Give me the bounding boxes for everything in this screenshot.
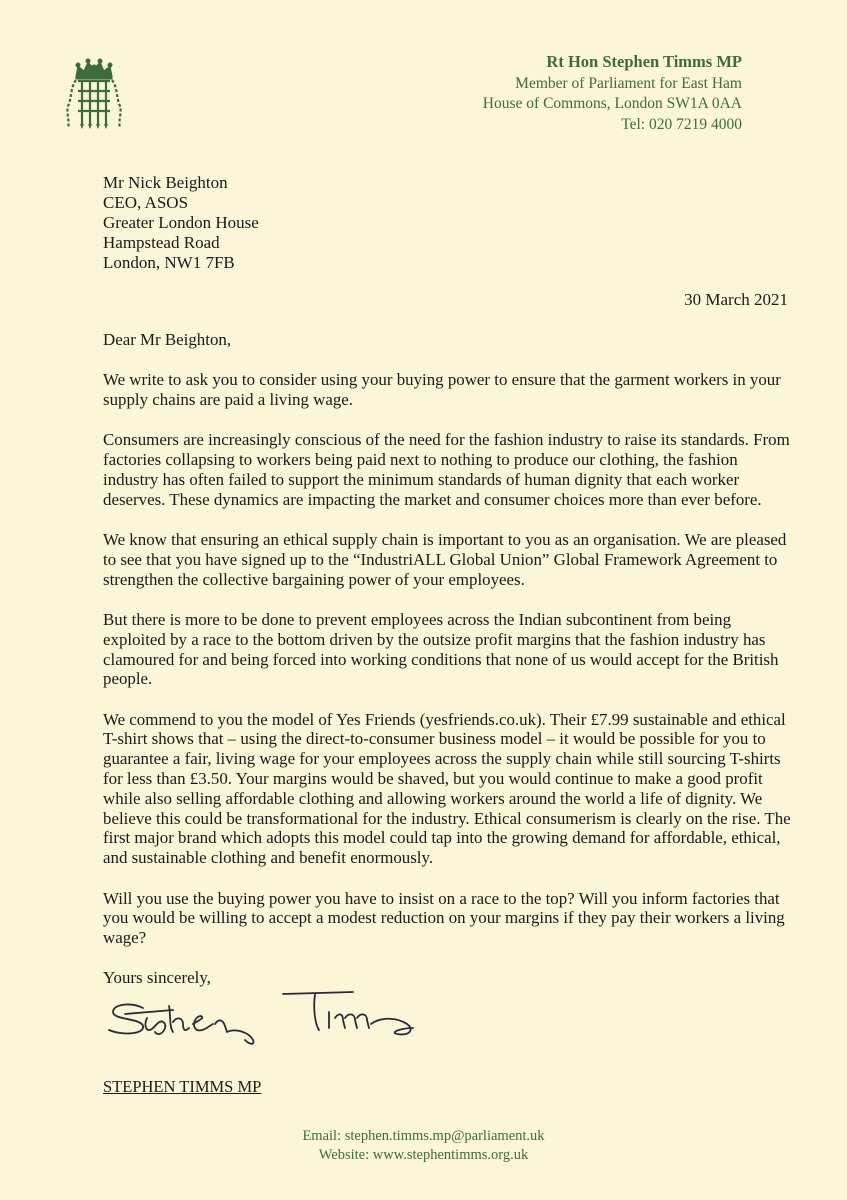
mp-role: Member of Parliament for East Ham xyxy=(515,74,742,92)
mp-name: Rt Hon Stephen Timms MP xyxy=(546,52,742,71)
recipient-address xyxy=(103,173,259,273)
recipient-line: Mr Nick Beighton xyxy=(103,173,228,192)
body-paragraph: Will you use the buying power you have to insist on a race to the top? Will you inform factories that you would be willing to accept a modest reduction on your margins if they pay their workers a living wage? xyxy=(103,888,785,948)
mp-address: House of Commons, London SW1A 0AA xyxy=(482,95,742,112)
recipient-line: Greater London House xyxy=(103,213,259,232)
letter-date: 30 March 2021 xyxy=(684,290,788,309)
signatory-name: STEPHEN TIMMS MP xyxy=(103,1077,262,1096)
body-paragraph: Consumers are increasingly conscious of the need for the fashion industry to raise its standards. From factories collapsing to workers being paid next to nothing to produce our clothing, the fashion industry has often failed to support the minimum standards of human dignity that each worker deserves. These dynamics are impacting the market and consumer choices more than ever before. xyxy=(103,430,790,509)
handwritten-signature xyxy=(103,988,443,1060)
closing: Yours sincerely, xyxy=(103,968,211,988)
portcullis-emblem-icon xyxy=(62,58,126,130)
recipient-line: Hampstead Road xyxy=(103,233,220,252)
recipient-line: London, NW1 7FB xyxy=(103,253,235,272)
body-paragraph: We write to ask you to consider using your buying power to ensure that the garment workers in your supply chains are paid a living wage. xyxy=(103,370,781,410)
body-paragraph: We commend to you the model of Yes Friends (yesfriends.co.uk). Their £7.99 sustainable and ethical T-shirt shows that – using the direct-to-consumer business model – it would be possible for you to guarantee a fair, living wage for your employees across the supply chain while still sourcing T-shirts for less than £3.50. Your margins would be shaved, but you would continue to make a good profit while also selling affordable clothing and allowing workers around the world a life of dignity. We believe this could be transformational for the industry. Ethical consumerism is clearly on the rise. The first major brand which adopts this model could tap into the growing demand for affordable, ethical, and sustainable clothing and benefit enormously. xyxy=(103,709,791,868)
recipient-line: CEO, ASOS xyxy=(103,193,189,212)
letter-body xyxy=(103,330,793,1009)
footer-email: Email: stephen.timms.mp@parliament.uk xyxy=(302,1128,545,1144)
footer-contact xyxy=(0,1127,847,1165)
body-paragraph: But there is more to be done to prevent employees across the Indian subcontinent from being exploited by a race to the bottom driven by the outsize profit margins that the fashion industry has clamoured for and being forced into working conditions that none of us would accept for the British people. xyxy=(103,609,779,689)
mp-telephone: Tel: 020 7219 4000 xyxy=(621,115,742,133)
body-paragraph: We know that ensuring an ethical supply chain is important to you as an organisation. We are pleased to see that you have signed up to the “IndustriALL Global Union” Global Framework Agreement to strengthen the collective bargaining power of your employees. xyxy=(103,530,787,589)
salutation: Dear Mr Beighton, xyxy=(103,330,232,349)
footer-website: Website: www.stephentimms.org.uk xyxy=(318,1147,529,1163)
letterhead xyxy=(483,52,742,135)
